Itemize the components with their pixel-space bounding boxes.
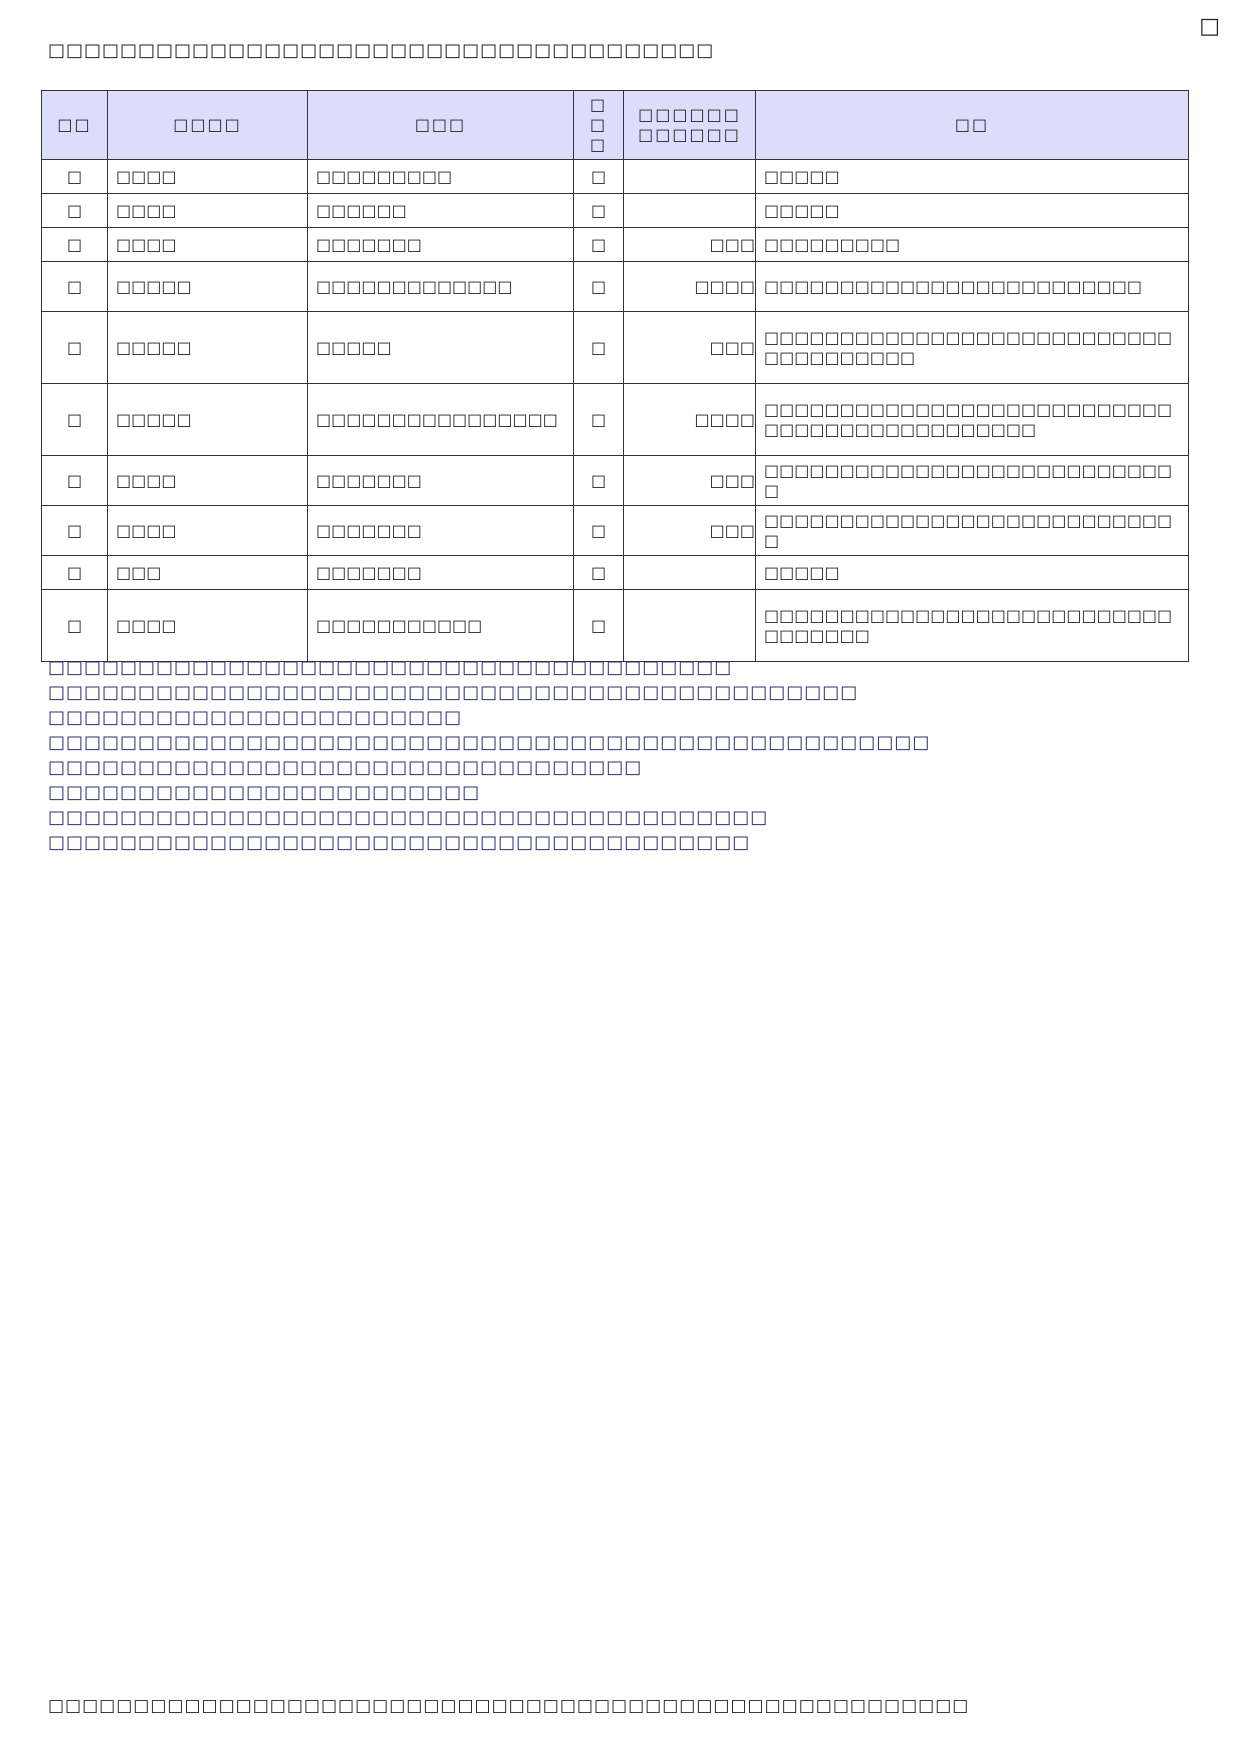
cell-name: □□□□□ <box>108 312 308 384</box>
cell-code: □□□□□□□□□□□□□ <box>308 262 574 312</box>
cell-name: □□□□ <box>108 194 308 228</box>
cell-note: □□□□□□□□□□□□□□□□□□□□□□□□□□□□□□□□□□□□□□□□□□□□□ <box>756 384 1189 456</box>
cell-amount <box>624 590 756 662</box>
header-mark: □□□ <box>574 91 624 160</box>
cell-name: □□□□ <box>108 160 308 194</box>
cell-no: □ <box>42 160 108 194</box>
header-no: □□ <box>42 91 108 160</box>
table-body <box>42 160 1189 662</box>
cell-no: □ <box>42 194 108 228</box>
cell-no: □ <box>42 506 108 556</box>
table-row <box>42 312 1189 384</box>
cell-note: □□□□□ <box>756 556 1189 590</box>
cell-name: □□□□ <box>108 456 308 506</box>
notes-section <box>48 655 1148 855</box>
cell-amount: □□□□ <box>624 262 756 312</box>
note-line: □□□□□□□□□□□□□□□□□□□□□□□□□□□□□□□□□□□□□□□□ <box>48 807 769 828</box>
cell-amount: □□□ <box>624 312 756 384</box>
cell-note: □□□□□□□□□□□□□□□□□□□□□□□□□□□□□□□□□□□□□ <box>756 312 1189 384</box>
cell-amount <box>624 160 756 194</box>
cell-code: □□□□□□□ <box>308 556 574 590</box>
main-table <box>41 90 1189 662</box>
cell-note: □□□□□□□□□ <box>756 228 1189 262</box>
page-footer: □□□□□□□□□□□□□□□□□□□□□□□□□□□□□□□□□□□□□□□□□□□□□□□□□□□□□□ <box>48 1696 970 1716</box>
cell-code: □□□□□□□ <box>308 506 574 556</box>
cell-mark: □ <box>574 384 624 456</box>
cell-name: □□□□ <box>108 228 308 262</box>
cell-name: □□□□ <box>108 590 308 662</box>
cell-no: □ <box>42 312 108 384</box>
note-line: □□□□□□□□□□□□□□□□□□□□□□□□□□□□□□□□□□□□□□ <box>48 657 733 678</box>
cell-no: □ <box>42 384 108 456</box>
table-row <box>42 506 1189 556</box>
header-amount: □□□□□□□□□□□□ <box>624 91 756 160</box>
header-code: □□□ <box>308 91 574 160</box>
cell-note: □□□□□□□□□□□□□□□□□□□□□□□□□ <box>756 262 1189 312</box>
note-line: □□□□□□□□□□□□□□□□□□□□□□□□□□□□□□□□□□□□□□□□□□□□□ <box>48 682 859 703</box>
cell-name: □□□□ <box>108 506 308 556</box>
header-note: □□ <box>756 91 1189 160</box>
cell-amount <box>624 556 756 590</box>
cell-amount: □□□ <box>624 228 756 262</box>
header-name: □□□□ <box>108 91 308 160</box>
cell-mark: □ <box>574 312 624 384</box>
table-row <box>42 160 1189 194</box>
cell-code: □□□□□□□□□ <box>308 160 574 194</box>
cell-no: □ <box>42 228 108 262</box>
cell-code: □□□□□□□ <box>308 228 574 262</box>
cell-no: □ <box>42 262 108 312</box>
cell-code: □□□□□ <box>308 312 574 384</box>
cell-no: □ <box>42 556 108 590</box>
note-line: □□□□□□□□□□□□□□□□□□□□□□□□□□□□□□□□□ <box>48 757 643 778</box>
cell-name: □□□□□ <box>108 384 308 456</box>
cell-no: □ <box>42 590 108 662</box>
page-corner-mark: □ <box>1199 14 1220 39</box>
cell-no: □ <box>42 456 108 506</box>
table-row <box>42 456 1189 506</box>
table-row <box>42 194 1189 228</box>
cell-note: □□□□□ <box>756 194 1189 228</box>
cell-name: □□□ <box>108 556 308 590</box>
cell-amount: □□□ <box>624 456 756 506</box>
cell-amount <box>624 194 756 228</box>
cell-note: □□□□□ <box>756 160 1189 194</box>
table-row <box>42 556 1189 590</box>
table-header-row <box>42 91 1189 160</box>
note-line: □□□□□□□□□□□□□□□□□□□□□□□□ <box>48 782 481 803</box>
main-table-container <box>41 90 1189 662</box>
cell-mark: □ <box>574 194 624 228</box>
note-line: □□□□□□□□□□□□□□□□□□□□□□□□□□□□□□□□□□□□□□□ <box>48 832 751 853</box>
cell-mark: □ <box>574 160 624 194</box>
cell-mark: □ <box>574 456 624 506</box>
cell-note: □□□□□□□□□□□□□□□□□□□□□□□□□□□□ <box>756 456 1189 506</box>
cell-code: □□□□□□□ <box>308 456 574 506</box>
cell-code: □□□□□□□□□□□ <box>308 590 574 662</box>
cell-mark: □ <box>574 506 624 556</box>
table-row <box>42 590 1189 662</box>
cell-mark: □ <box>574 228 624 262</box>
note-line: □□□□□□□□□□□□□□□□□□□□□□□ <box>48 707 463 728</box>
cell-note: □□□□□□□□□□□□□□□□□□□□□□□□□□□□ <box>756 506 1189 556</box>
cell-mark: □ <box>574 262 624 312</box>
cell-amount: □□□ <box>624 506 756 556</box>
cell-mark: □ <box>574 556 624 590</box>
table-row <box>42 384 1189 456</box>
note-line: □□□□□□□□□□□□□□□□□□□□□□□□□□□□□□□□□□□□□□□□□□□□□□□□□ <box>48 732 931 753</box>
cell-code: □□□□□□□□□□□□□□□□ <box>308 384 574 456</box>
cell-amount: □□□□ <box>624 384 756 456</box>
cell-mark: □ <box>574 590 624 662</box>
cell-code: □□□□□□ <box>308 194 574 228</box>
table-row <box>42 228 1189 262</box>
cell-name: □□□□□ <box>108 262 308 312</box>
cell-note: □□□□□□□□□□□□□□□□□□□□□□□□□□□□□□□□□□ <box>756 590 1189 662</box>
table-row <box>42 262 1189 312</box>
document-title: □□□□□□□□□□□□□□□□□□□□□□□□□□□□□□□□□□□□□ <box>48 40 715 61</box>
